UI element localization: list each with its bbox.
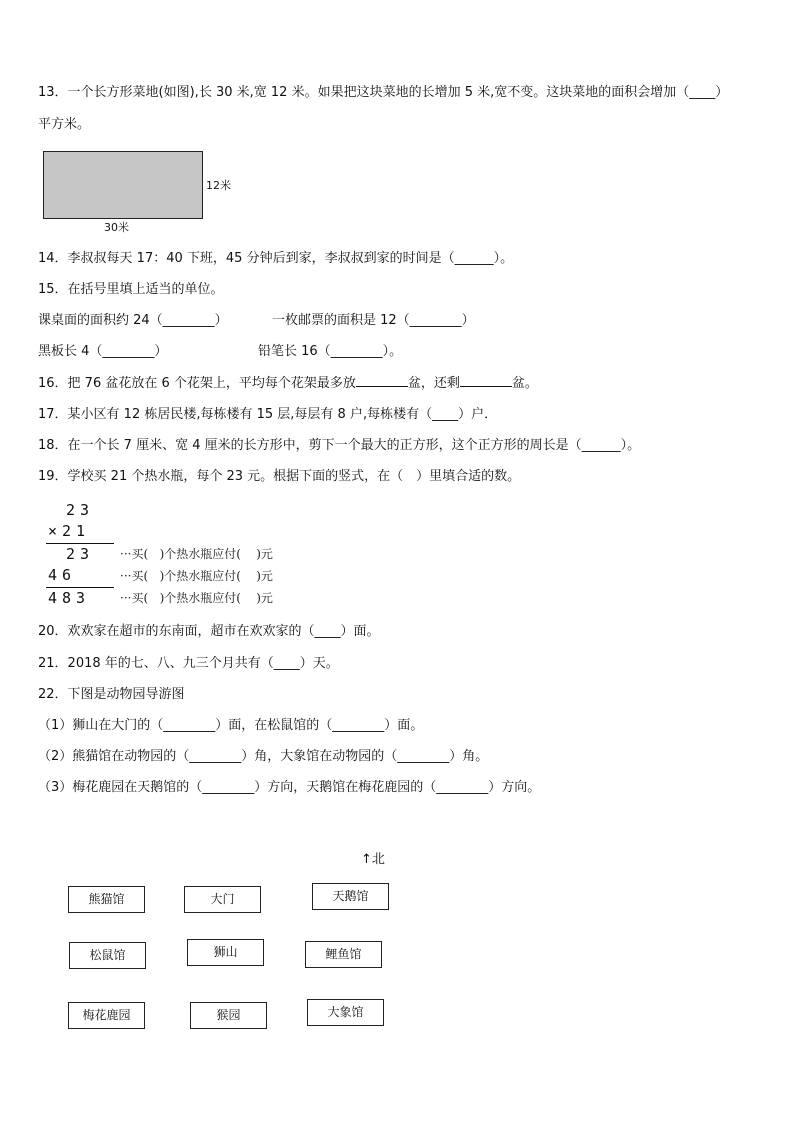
map-swan-house: 天鹅馆 bbox=[312, 883, 389, 910]
note-mid: )个热水瓶应付( bbox=[159, 591, 241, 605]
q13-text: 13．一个长方形菜地(如图),长 30 米,宽 12 米。如果把这块菜地的长增加 5 米,宽不变。这块菜地的面积会增加（____） bbox=[38, 85, 729, 100]
calc-note-2 bbox=[120, 567, 273, 584]
q16-mid: 盆，还剩 bbox=[407, 376, 460, 391]
width-label: 12米 bbox=[206, 179, 231, 192]
map-deer-garden: 梅花鹿园 bbox=[68, 1002, 145, 1029]
calc-partial-2: 46 bbox=[48, 566, 77, 584]
q22-sub-2: （2）熊猫馆在动物园的（________）角，大象馆在动物园的（________）角。 bbox=[38, 749, 489, 764]
note-mid: )个热水瓶应付( bbox=[159, 547, 241, 561]
q16-blank-1[interactable] bbox=[356, 374, 408, 387]
calc-product: 483 bbox=[48, 589, 91, 607]
q21-text: 21．2018 年的七、八、九三个月共有（____）天。 bbox=[38, 656, 339, 671]
q17-text: 17．某小区有 12 栋居民楼,每栋楼有 15 层,每层有 8 户,每栋楼有（____）户． bbox=[38, 407, 498, 422]
q15-d: 铅笔长 16（________）。 bbox=[258, 344, 403, 359]
map-carp-house: 鲤鱼馆 bbox=[305, 941, 382, 968]
calc-multiplicand: 23 bbox=[66, 501, 95, 519]
calc-note-3 bbox=[120, 589, 273, 606]
note-mid: )个热水瓶应付( bbox=[159, 569, 241, 583]
q19-text: 19．学校买 21 个热水瓶，每个 23 元。根据下面的竖式，在（ ）里填合适的数。 bbox=[38, 469, 521, 484]
q15-b: 一枚邮票的面积是 12（________） bbox=[272, 313, 475, 328]
q16-blank-2[interactable] bbox=[460, 374, 512, 387]
map-lion-hill: 狮山 bbox=[187, 939, 264, 966]
length-label: 30米 bbox=[104, 221, 129, 234]
map-panda-house: 熊猫馆 bbox=[68, 886, 145, 913]
q14-text: 14．李叔叔每天 17：40 下班，45 分钟后到家，李叔叔到家的时间是（______）。 bbox=[38, 251, 514, 266]
q13-text-cont: 平方米。 bbox=[38, 117, 91, 132]
map-squirrel-house: 松鼠馆 bbox=[69, 942, 146, 969]
calc-note-1 bbox=[120, 545, 273, 562]
q15-c: 黑板长 4（________） bbox=[38, 344, 168, 359]
map-main-gate: 大门 bbox=[184, 886, 261, 913]
q15-a: 课桌面的面积约 24（________） bbox=[38, 313, 228, 328]
note-buy: ···买( bbox=[120, 591, 149, 605]
calc-multiplier: ×21 bbox=[48, 522, 91, 540]
calc-line-1 bbox=[46, 543, 114, 544]
q20-text: 20．欢欢家在超市的东南面，超市在欢欢家的（____）面。 bbox=[38, 624, 380, 639]
map-monkey-garden: 猴园 bbox=[190, 1002, 267, 1029]
q22-title: 22．下图是动物园导游图 bbox=[38, 687, 185, 702]
q22-sub-1: （1）狮山在大门的（________）面，在松鼠馆的（________）面。 bbox=[38, 718, 424, 733]
note-buy: ···买( bbox=[120, 547, 149, 561]
q16-pre: 16．把 76 盆花放在 6 个花架上，平均每个花架最多放 bbox=[38, 376, 356, 391]
q15-title: 15．在括号里填上适当的单位。 bbox=[38, 282, 224, 297]
q16-text bbox=[38, 374, 538, 393]
north-indicator: ↑北 bbox=[361, 852, 385, 867]
vegetable-field-rectangle bbox=[43, 151, 203, 219]
note-buy: ···买( bbox=[120, 569, 149, 583]
q16-post: 盆。 bbox=[511, 376, 538, 391]
q18-text: 18．在一个长 7 厘米、宽 4 厘米的长方形中，剪下一个最大的正方形，这个正方形的周长是（______）。 bbox=[38, 438, 641, 453]
calc-line-2 bbox=[46, 587, 114, 588]
map-elephant-house: 大象馆 bbox=[307, 999, 384, 1026]
note-end: )元 bbox=[256, 569, 273, 583]
q22-sub-3: （3）梅花鹿园在天鹅馆的（________）方向，天鹅馆在梅花鹿园的（________）方向。 bbox=[38, 780, 541, 795]
calc-partial-1: 23 bbox=[66, 545, 95, 563]
note-end: )元 bbox=[256, 591, 273, 605]
note-end: )元 bbox=[256, 547, 273, 561]
